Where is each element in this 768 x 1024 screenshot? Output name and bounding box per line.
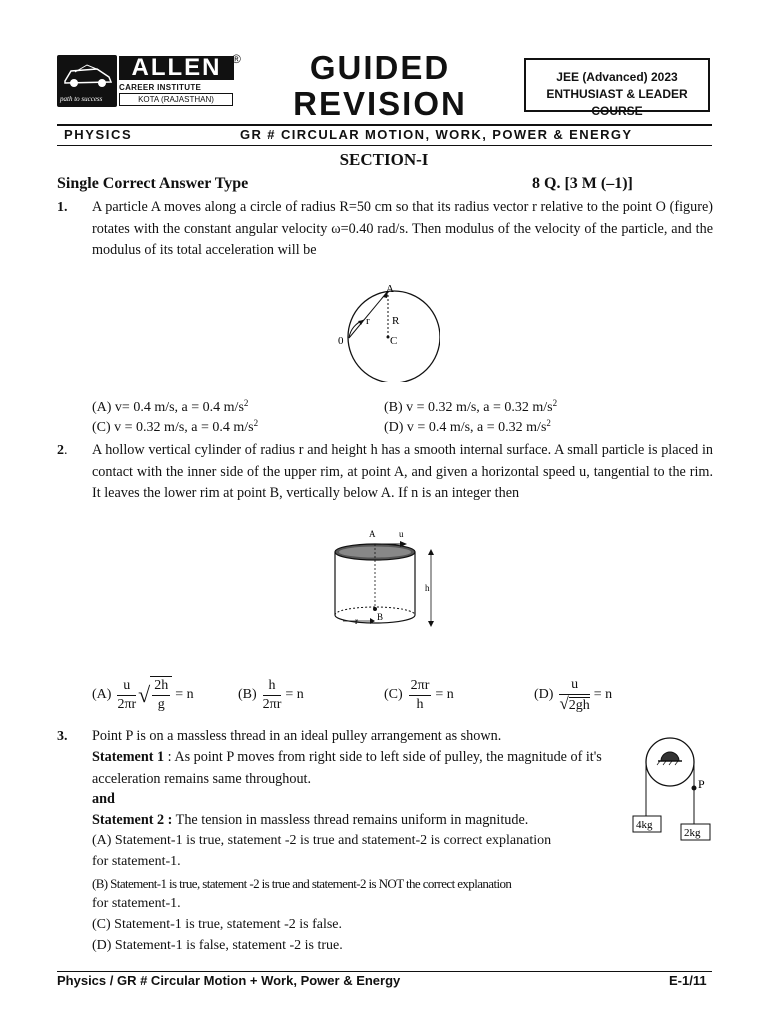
brand-location: KOTA (RAJASTHAN) — [119, 93, 233, 106]
q3-and: and — [92, 791, 115, 807]
subject-label: PHYSICS — [64, 127, 133, 142]
q2-option-c[interactable] — [384, 672, 454, 718]
equals-n: = n — [593, 687, 613, 702]
q2-text: A hollow vertical cylinder of radius r and height h has a smooth internal surface. A small particle is placed in contact with the inner side of the upper rim, at point A, and given a horizontal speed u, tangential to the rim. It leaves the lower rim at point B, vertically below A. If n is an integer then — [92, 442, 713, 501]
q1-option-b-text: (B) v = 0.32 m/s, a = 0.32 m/s — [384, 400, 553, 415]
course-line2: ENTHUSIAST & LEADER COURSE — [546, 87, 688, 118]
fig-label-2kg: 2kg — [684, 827, 701, 839]
q1-option-c-text: (C) v = 0.32 m/s, a = 0.4 m/s — [92, 420, 254, 435]
q2-cylinder-figure — [325, 525, 445, 635]
fig-label-P: P — [698, 777, 705, 791]
frac-num: u — [117, 677, 136, 696]
fig-label-A: A — [386, 283, 394, 295]
marks-scheme: 8 Q. [3 M (–1)] — [532, 175, 633, 192]
frac-den: g — [157, 697, 165, 712]
frac-num: h — [263, 677, 282, 696]
q3-option-d[interactable] — [92, 938, 343, 954]
brand-block — [119, 55, 235, 107]
frac-num: 2πr — [409, 677, 432, 696]
q3-option-d-text: (D) Statement-1 is false, statement -2 is true. — [92, 938, 343, 953]
sup: 2 — [552, 398, 558, 408]
fig-label-r: r — [366, 315, 370, 327]
q1-option-a[interactable] — [92, 400, 248, 416]
q2-option-d-label: (D) — [534, 687, 554, 702]
q2-dot: . — [64, 443, 68, 458]
q2-option-d[interactable]: (D) $\frac{u}{√2gh}$ = n — [534, 676, 613, 713]
allen-logo — [57, 55, 237, 107]
statement-2-text: The tension in massless thread remains uniform in magnitude. — [172, 812, 529, 828]
title-line2: REVISION — [293, 85, 467, 122]
q2-option-c-label: (C) — [384, 687, 403, 702]
frac-num: 2h — [152, 677, 170, 696]
q3-number: 3. — [57, 729, 68, 744]
q3-option-a[interactable] — [92, 833, 551, 849]
statement-1-label: Statement 1 — [92, 749, 165, 765]
tagline: path to success — [60, 95, 103, 103]
brand-name: ALLEN — [119, 56, 234, 80]
fig-label-C: C — [390, 335, 398, 347]
frac-den: h — [416, 696, 424, 712]
question-type: Single Correct Answer Type — [57, 175, 249, 192]
equals-n: = n — [435, 687, 454, 702]
q3-text: Point P is on a massless thread in an ideal pulley arrangement as shown. — [92, 728, 502, 744]
fig-label-R: R — [392, 315, 400, 327]
q1-option-a-text: (A) v= 0.4 m/s, a = 0.4 m/s — [92, 400, 244, 415]
frac-den: 2πr — [117, 696, 137, 712]
sup: 2 — [243, 398, 249, 408]
q3-option-c[interactable] — [92, 917, 342, 933]
header-rule-bottom — [57, 145, 712, 146]
footer-rule — [57, 971, 712, 972]
equals-n: = n — [285, 687, 304, 702]
footer-title: Physics / GR # Circular Motion + Work, Power & Energy — [57, 973, 401, 988]
statement-1-text: : As point P moves from right side to left side of pulley, the magnitude of it's acceleration remains same throughout. — [92, 749, 602, 787]
q2-option-b[interactable] — [238, 672, 304, 718]
frac-den: 2πr — [262, 696, 282, 712]
registered-mark: ® — [232, 52, 241, 66]
sup: 2 — [253, 418, 259, 428]
q3-option-b[interactable] — [92, 876, 511, 892]
q3-statement-1 — [92, 747, 627, 790]
header-rule — [57, 124, 712, 126]
fig-label-A: A — [369, 529, 376, 539]
q1-number: 1. — [57, 200, 68, 215]
pulley-icon — [646, 738, 694, 786]
document-title — [290, 50, 470, 122]
q1-option-d[interactable] — [384, 420, 551, 436]
q1-circle-figure — [330, 282, 440, 382]
frac-den: 2gh — [568, 697, 590, 713]
q2-option-a-label: (A) — [92, 687, 112, 702]
course-box — [524, 58, 710, 118]
course-line1: JEE (Advanced) 2023 — [556, 70, 678, 84]
brand-subtitle: CAREER INSTITUTE — [119, 83, 202, 92]
frac-num: u — [559, 676, 589, 695]
q3-pulley-figure — [630, 736, 720, 846]
q1-option-c[interactable] — [92, 420, 258, 436]
page-number: E-1/11 — [669, 973, 707, 988]
point-P — [692, 786, 697, 791]
q3-option-b-line1: (B) Statement-1 is true, statement -2 is true and statement-2 is NOT the correct explanation — [92, 876, 512, 891]
fig-label-r: r — [355, 616, 358, 626]
fig-label-O: 0 — [338, 335, 344, 347]
q1-text: A particle A moves along a circle of radius R=50 cm so that its radius vector r relative to the point O (figure) rotates with the constant angular velocity ω=0.40 rad/s. Then modulus of the velocity of the particle, and the modulus of its total acceleration will be — [92, 199, 713, 258]
q2-option-a[interactable]: (A) $\frac{u}{2\pi r}$ √ $\frac{2h}{g}$ = n — [92, 677, 194, 712]
fig-label-h: h — [425, 583, 430, 593]
equals-n: = n — [175, 687, 194, 702]
q1-option-d-text: (D) v = 0.4 m/s, a = 0.32 m/s — [384, 420, 547, 435]
q2-num: 2 — [57, 443, 64, 458]
topic-label: GR # CIRCULAR MOTION, WORK, POWER & ENERGY — [240, 127, 633, 142]
fig-label-B: B — [377, 612, 384, 622]
q2-option-b-label: (B) — [238, 687, 257, 702]
q3-option-a-cont: for statement-1. — [92, 854, 181, 869]
fig-label-4kg: 4kg — [636, 819, 653, 831]
car-logo-icon — [57, 55, 117, 107]
title-line1: GUIDED — [309, 49, 451, 86]
fig-label-u: u — [399, 529, 404, 539]
q3-option-b-cont: for statement-1. — [92, 896, 181, 911]
sup: 2 — [546, 418, 551, 428]
q3-statement-2 — [92, 810, 632, 832]
q1-option-b[interactable] — [384, 400, 557, 416]
statement-2-label: Statement 2 : — [92, 812, 173, 828]
q3-option-c-text: (C) Statement-1 is true, statement -2 is false. — [92, 917, 342, 932]
q3-option-a-line1: (A) Statement-1 is true, statement -2 is true and statement-2 is correct explanation — [92, 833, 552, 848]
section-title: SECTION-I — [339, 150, 429, 169]
q2-number — [57, 443, 68, 459]
